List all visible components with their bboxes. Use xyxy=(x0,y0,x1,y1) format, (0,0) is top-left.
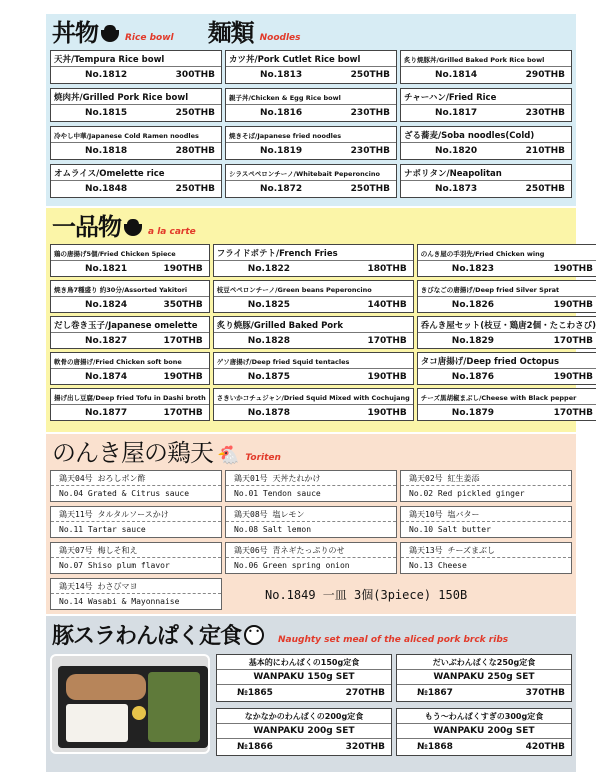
toriten-set-price: No.1849 一皿 3個(3piece) 150B xyxy=(265,587,468,602)
pork-subtitle: Naughty set meal of the aliced pork brck ribs xyxy=(278,635,509,645)
menu-item-number: No.1813 xyxy=(260,70,303,80)
menu-item-row xyxy=(214,297,413,312)
menu-item-price: 250THB xyxy=(350,70,390,80)
menu-item-number: No.1877 xyxy=(85,407,128,418)
menu-item-price: 190THB xyxy=(553,263,593,274)
menu-item-row xyxy=(51,181,221,197)
menu-item xyxy=(50,244,210,277)
set-meal-price: 270THB xyxy=(345,688,385,698)
pork-title: 豚スラわんぱく定食 xyxy=(52,624,242,649)
set-meal-number: №1866 xyxy=(237,742,273,752)
menu-item-number: No.1814 xyxy=(435,70,478,80)
menu-item-price: 190THB xyxy=(553,299,593,310)
menu-item-number: No.1829 xyxy=(451,335,494,346)
toriten-item xyxy=(225,470,397,502)
toriten-item-en: No.04 Grated & Citrus sauce xyxy=(59,489,190,498)
toriten-item-jp: 鶏天10号 塩バター xyxy=(401,507,571,522)
menu-item-row xyxy=(418,405,596,420)
menu-item-row xyxy=(214,333,413,348)
menu-item-price: 190THB xyxy=(553,371,593,382)
set-meal-name-jp: なかなかのわんぱくの200g定食 xyxy=(217,709,391,724)
menu-item-number: No.1848 xyxy=(85,184,128,194)
menu-item-number: No.1825 xyxy=(247,299,290,310)
menu-item-number: No.1820 xyxy=(435,146,478,156)
menu-item-name: チャーハン/Fried Rice xyxy=(401,89,571,105)
menu-item xyxy=(213,352,414,385)
menu-item-number: No.1872 xyxy=(260,184,303,194)
menu-item-name: 焼き鳥7種盛り 約30分/Assorted Yakitori xyxy=(51,281,209,297)
menu-item-name: 枝豆ペペロンチーノ/Green beans Peperoncino xyxy=(214,281,413,297)
toriten-item-en: No.08 Salt lemon xyxy=(234,525,312,534)
toriten-item-en: No.10 Salt butter xyxy=(409,525,491,534)
menu-item-number: No.1873 xyxy=(435,184,478,194)
menu-item-name: フライドポテト/French Fries xyxy=(214,245,413,261)
menu-item-price: 170THB xyxy=(163,335,203,346)
menu-item-number: No.1826 xyxy=(451,299,494,310)
toriten-item-jp: 鶏天08号 塩レモン xyxy=(226,507,396,522)
menu-item-row xyxy=(51,333,209,348)
toriten-item-en: No.07 Shiso plum flavor xyxy=(59,561,170,570)
menu-item-number: No.1879 xyxy=(451,407,494,418)
menu-item-name: 冷やし中華/Japanese Cold Ramen noodles xyxy=(51,127,221,143)
toriten-item-en: No.01 Tendon sauce xyxy=(234,489,321,498)
set-meal-item xyxy=(396,654,572,702)
set-meal-name-jp: もう〜わんぱくすぎの300g定食 xyxy=(397,709,571,724)
menu-item-number: No.1821 xyxy=(85,263,128,274)
menu-item-number: No.1819 xyxy=(260,146,303,156)
set-meal-name-en: WANPAKU 200g SET xyxy=(397,724,571,739)
set-meal-price: 320THB xyxy=(345,742,385,752)
menu-item-name: 親子丼/Chicken & Egg Rice bowl xyxy=(226,89,396,105)
menu-item-price: 250THB xyxy=(525,184,565,194)
menu-item xyxy=(225,88,397,122)
menu-item-name: のんき屋の手羽先/Fried Chicken wing xyxy=(418,245,596,261)
set-meal-row xyxy=(397,739,571,755)
menu-item-price: 190THB xyxy=(163,263,203,274)
menu-item xyxy=(417,352,596,385)
toriten-item xyxy=(50,470,222,502)
toriten-item-jp: 鶏天01号 天丼たれかけ xyxy=(226,471,396,486)
menu-item-row xyxy=(51,405,209,420)
menu-item-row xyxy=(226,105,396,121)
menu-item xyxy=(417,388,596,421)
toriten-item xyxy=(50,542,222,574)
menu-item xyxy=(417,244,596,277)
menu-item-price: 250THB xyxy=(350,184,390,194)
menu-item-row xyxy=(226,67,396,83)
menu-item xyxy=(400,164,572,198)
alacarte-title: 一品物 xyxy=(52,213,121,241)
bowl-icon xyxy=(101,30,119,42)
set-meal-name-en: WANPAKU 150g SET xyxy=(217,670,391,685)
pork-body xyxy=(46,650,576,756)
menu-item xyxy=(50,316,210,349)
menu-item xyxy=(50,88,222,122)
menu-item xyxy=(50,126,222,160)
menu-item-number: No.1876 xyxy=(451,371,494,382)
menu-item-row xyxy=(401,105,571,121)
rice-noodles-section xyxy=(46,14,576,206)
toriten-item-jp: 鶏天02号 紅生姜添 xyxy=(401,471,571,486)
menu-item xyxy=(400,50,572,84)
menu-item-number: No.1812 xyxy=(85,70,128,80)
noodles-subtitle: Noodles xyxy=(259,33,301,43)
toriten-item-jp: 鶏天13号 チーズまぶし xyxy=(401,543,571,558)
menu-item-name: きびなごの唐揚げ/Deep fried Silver Sprat xyxy=(418,281,596,297)
toriten-item-en: No.13 Cheese xyxy=(409,561,467,570)
menu-item-row xyxy=(214,369,413,384)
toriten-header xyxy=(46,434,576,468)
menu-item-name: シラスペペロンチーノ/Whitebait Peperoncino xyxy=(226,165,396,181)
pork-grid xyxy=(210,654,572,756)
bento-photo xyxy=(50,654,210,754)
menu-item-row xyxy=(401,143,571,159)
menu-item-number: No.1878 xyxy=(247,407,290,418)
menu-item-row xyxy=(51,369,209,384)
menu-item-price: 290THB xyxy=(525,70,565,80)
menu-item-price: 230THB xyxy=(350,108,390,118)
rice-noodles-grid xyxy=(46,48,576,198)
menu-item-row xyxy=(401,67,571,83)
menu-item-number: No.1822 xyxy=(247,263,290,274)
set-meal-item xyxy=(216,654,392,702)
menu-item-number: No.1824 xyxy=(85,299,128,310)
toriten-item-jp: 鶏天07号 梅しそ和え xyxy=(51,543,221,558)
pork-section xyxy=(46,616,576,772)
menu-item-row xyxy=(401,181,571,197)
toriten-item-en: No.06 Green spring onion xyxy=(234,561,350,570)
noodles-title: 麺類 xyxy=(207,19,254,47)
set-meal-item xyxy=(216,708,392,756)
menu-item xyxy=(50,388,210,421)
rice-bowl-title: 丼物 xyxy=(52,19,98,47)
menu-item xyxy=(50,352,210,385)
menu-item-row xyxy=(51,105,221,121)
set-meal-name-en: WANPAKU 250g SET xyxy=(397,670,571,685)
menu-item-price: 210THB xyxy=(525,146,565,156)
menu-item-name: さきいかコチュジャン/Dried Squid Mixed with Cochujang xyxy=(214,389,413,405)
menu-item-price: 280THB xyxy=(175,146,215,156)
menu-item-number: No.1827 xyxy=(85,335,128,346)
menu-item-name: チーズ黒胡椒まぶし/Cheese with Black pepper xyxy=(418,389,596,405)
menu-item-number: No.1823 xyxy=(451,263,494,274)
menu-item-name: オムライス/Omelette rice xyxy=(51,165,221,181)
menu-item-number: No.1815 xyxy=(85,108,128,118)
menu-item-name: 揚げ出し豆腐/Deep fried Tofu in Dashi broth xyxy=(51,389,209,405)
menu-item-number: No.1816 xyxy=(260,108,303,118)
menu-item xyxy=(50,50,222,84)
menu-item-name: 炙り焼豚丼/Grilled Baked Pork Rice bowl xyxy=(401,51,571,67)
menu-item-row xyxy=(418,297,596,312)
menu-item xyxy=(400,126,572,160)
toriten-item xyxy=(400,470,572,502)
rice-noodles-header xyxy=(46,14,576,48)
toriten-title: のんき屋の鶏天 xyxy=(52,439,213,467)
toriten-item-jp: 鶏天14号 わさびマヨ xyxy=(51,579,221,594)
menu-item-row xyxy=(51,297,209,312)
menu-item-number: No.1828 xyxy=(247,335,290,346)
toriten-item-jp: 鶏天04号 おろしポン酢 xyxy=(51,471,221,486)
menu-item-price: 180THB xyxy=(367,263,407,274)
menu-item-name: 焼きそば/Japanese fried noodles xyxy=(226,127,396,143)
menu-item xyxy=(400,88,572,122)
set-meal-price: 370THB xyxy=(525,688,565,698)
menu-item-row xyxy=(214,405,413,420)
menu-item-number: No.1817 xyxy=(435,108,478,118)
toriten-item xyxy=(400,542,572,574)
menu-item-price: 170THB xyxy=(553,407,593,418)
menu-item-number: No.1818 xyxy=(85,146,128,156)
menu-item-name: タコ唐揚げ/Deep fried Octopus xyxy=(418,353,596,369)
alacarte-section xyxy=(46,208,596,432)
menu-item-name: 天丼/Tempura Rice bowl xyxy=(51,51,221,67)
menu-item-price: 300THB xyxy=(175,70,215,80)
menu-item-row xyxy=(51,143,221,159)
menu-item xyxy=(213,316,414,349)
menu-item xyxy=(225,126,397,160)
toriten-item xyxy=(50,506,222,538)
menu-item-name: 鶏の唐揚げ5個/Fried Chicken 5piece xyxy=(51,245,209,261)
menu-item-price: 250THB xyxy=(175,184,215,194)
menu-item-name: ざる蕎麦/Soba noodles(Cold) xyxy=(401,127,571,143)
menu-item-price: 190THB xyxy=(367,371,407,382)
menu-item-price: 170THB xyxy=(553,335,593,346)
set-meal-row xyxy=(217,685,391,701)
menu-item-name: ゲソ唐揚げ/Deep fried Squid tentacles xyxy=(214,353,413,369)
menu-item-name: ナポリタン/Neapolitan xyxy=(401,165,571,181)
menu-item-row xyxy=(418,369,596,384)
menu-item-name: カツ丼/Pork Cutlet Rice bowl xyxy=(226,51,396,67)
pork-header xyxy=(46,616,576,650)
toriten-item-en: No.02 Red pickled ginger xyxy=(409,489,525,498)
smiley-face-icon xyxy=(244,625,264,645)
menu-item xyxy=(417,316,596,349)
toriten-item-en: No.14 Wasabi & Mayonnaise xyxy=(59,597,180,606)
toriten-item-jp: 鶏天06号 青ネギたっぷりのせ xyxy=(226,543,396,558)
menu-item-price: 230THB xyxy=(525,108,565,118)
menu-item-row xyxy=(418,333,596,348)
set-meal-price: 420THB xyxy=(525,742,565,752)
toriten-item xyxy=(50,578,222,610)
menu-item xyxy=(225,164,397,198)
menu-item-price: 170THB xyxy=(367,335,407,346)
set-meal-name-en: WANPAKU 200g SET xyxy=(217,724,391,739)
alacarte-subtitle: a la carte xyxy=(148,227,196,237)
menu-item xyxy=(213,244,414,277)
menu-item xyxy=(213,280,414,313)
menu-item-price: 170THB xyxy=(163,407,203,418)
menu-item-price: 190THB xyxy=(367,407,407,418)
menu-page xyxy=(46,14,596,772)
menu-item-price: 350THB xyxy=(163,299,203,310)
toriten-item-en: No.11 Tartar sauce xyxy=(59,525,146,534)
menu-item xyxy=(417,280,596,313)
set-meal-name-jp: 基本的にわんぱくの150g定食 xyxy=(217,655,391,670)
menu-item xyxy=(50,280,210,313)
alacarte-grid xyxy=(46,242,596,421)
menu-item-number: No.1875 xyxy=(247,371,290,382)
set-meal-name-jp: だいぶわんぱくな250g定食 xyxy=(397,655,571,670)
menu-item-name: 呑んき屋セット(枝豆・鶏唐2個・たこわさび) xyxy=(418,317,596,333)
set-meal-item xyxy=(396,708,572,756)
menu-item-price: 190THB xyxy=(163,371,203,382)
toriten-item xyxy=(400,506,572,538)
menu-item-name: 軟骨の唐揚げ/Fried Chicken soft bone xyxy=(51,353,209,369)
menu-item-price: 230THB xyxy=(350,146,390,156)
set-meal-number: №1868 xyxy=(417,742,453,752)
menu-item-name: 炙り焼豚/Grilled Baked Pork xyxy=(214,317,413,333)
menu-item-name: だし巻き玉子/Japanese omelette xyxy=(51,317,209,333)
menu-item-price: 250THB xyxy=(175,108,215,118)
toriten-item-jp: 鶏天11号 タルタルソースかけ xyxy=(51,507,221,522)
set-meal-number: №1865 xyxy=(237,688,273,698)
toriten-grid xyxy=(46,468,576,610)
toriten-item xyxy=(225,506,397,538)
toriten-section xyxy=(46,434,576,614)
set-meal-number: №1867 xyxy=(417,688,453,698)
set-meal-row xyxy=(397,685,571,701)
menu-item-row xyxy=(226,143,396,159)
rice-bowl-subtitle: Rice bowl xyxy=(125,33,174,43)
menu-item xyxy=(225,50,397,84)
menu-item-number: No.1874 xyxy=(85,371,128,382)
chicken-icon: 🐔 xyxy=(217,445,240,466)
menu-item-row xyxy=(214,261,413,276)
menu-item-row xyxy=(51,67,221,83)
menu-item xyxy=(50,164,222,198)
menu-item-row xyxy=(51,261,209,276)
toriten-subtitle: Toriten xyxy=(245,453,281,463)
toriten-item xyxy=(225,542,397,574)
dish-icon xyxy=(124,224,142,236)
menu-item-row xyxy=(418,261,596,276)
set-meal-row xyxy=(217,739,391,755)
alacarte-header xyxy=(46,208,576,242)
menu-item-name: 焼肉丼/Grilled Pork Rice bowl xyxy=(51,89,221,105)
menu-item-row xyxy=(226,181,396,197)
menu-item-price: 140THB xyxy=(367,299,407,310)
menu-item xyxy=(213,388,414,421)
